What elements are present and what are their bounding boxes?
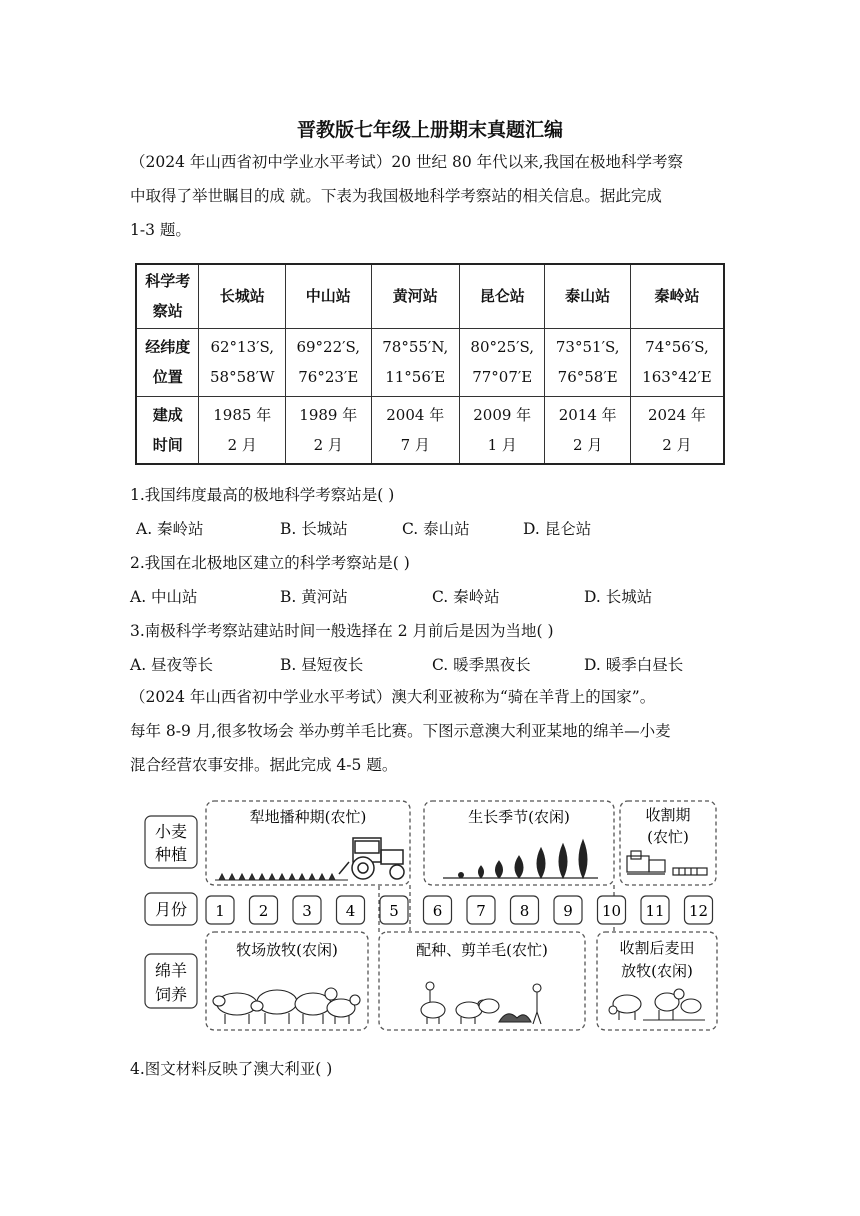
intro-2-line-2: 每年 8-9 月,很多牧场会 举办剪羊毛比赛。下图示意澳大利亚某地的绵羊—小麦 [130,722,671,740]
stubble-grazing-label-2: 放牧(农闲) [621,962,693,980]
seedlings-icon [219,874,335,880]
sheep-flock-icon [213,988,360,1024]
row-head-coords: 经纬度 位置 [136,328,199,396]
station-built: 2024 年 2 月 [630,396,724,464]
station-coords: 78°55′N, 11°56′E [371,328,459,396]
wheat-growth-icon [443,840,598,878]
q3-option-d[interactable]: D. 暖季白昼长 [584,656,684,674]
question-4-stem: 4.图文材料反映了澳大利亚( ) [130,1060,333,1078]
station-built: 1989 年 2 月 [286,396,371,464]
sheep-shearing-label: 配种、剪羊毛(农忙) [416,941,548,959]
q1-option-d[interactable]: D. 昆仑站 [523,520,592,538]
q2-option-d[interactable]: D. 长城站 [584,588,653,606]
label-sheep-2: 饲养 [154,985,188,1004]
station-coords: 74°56′S, 163°42′E [630,328,724,396]
station-built: 2009 年 1 月 [459,396,544,464]
month-label: 1 [215,902,225,920]
wheat-plough-label: 犁地播种期(农忙) [249,808,367,826]
tractor-icon [339,838,404,879]
q2-option-b[interactable]: B. 黄河站 [280,588,348,606]
station-coords: 62°13′S, 58°58′W [199,328,286,396]
question-3-stem: 3.南极科学考察站建站时间一般选择在 2 月前后是因为当地( ) [130,622,554,640]
station-coords: 73°51′S, 76°58′E [545,328,630,396]
station-built: 2014 年 2 月 [545,396,630,464]
station-name: 长城站 [199,264,286,328]
q2-option-a[interactable]: A. 中山站 [130,588,198,606]
month-label: 10 [601,902,622,920]
month-boxes [206,896,713,924]
station-coords: 69°22′S, 76°23′E [286,328,371,396]
q1-option-a[interactable]: A. 秦岭站 [136,520,204,538]
stubble-grazing-label: 收割后麦田 [619,939,695,957]
label-wheat-1: 小麦 [154,822,188,841]
row-head-built: 建成 时间 [136,396,199,464]
row-head-station: 科学考 察站 [136,264,199,328]
intro-2-line-1: （2024 年山西省初中学业水平考试）澳大利亚被称为“骑在羊背上的国家”。 [130,688,656,706]
intro-2-line-3: 混合经营农事安排。据此完成 4-5 题。 [130,756,398,774]
station-built: 2004 年 7 月 [371,396,459,464]
station-name: 泰山站 [545,264,630,328]
month-label: 12 [688,902,709,920]
month-label: 4 [345,902,356,920]
page-title: 晋教版七年级上册期末真题汇编 [296,119,563,141]
shearing-icon [421,982,541,1024]
month-label: 6 [432,902,443,920]
intro-1-line-2: 中取得了举世瞩目的成 就。下表为我国极地科学考察站的相关信息。据此完成 [130,187,662,205]
label-month: 月份 [154,900,188,919]
station-name: 黄河站 [371,264,459,328]
question-1-stem: 1.我国纬度最高的极地科学考察站是( ) [130,486,395,504]
question-2-stem: 2.我国在北极地区建立的科学考察站是( ) [130,554,410,572]
month-label: 9 [563,902,573,920]
month-label: 2 [258,902,269,920]
q3-option-a[interactable]: A. 昼夜等长 [130,656,214,674]
q2-option-c[interactable]: C. 秦岭站 [432,588,500,606]
label-sheep-1: 绵羊 [154,961,188,980]
station-name: 秦岭站 [630,264,724,328]
q1-option-c[interactable]: C. 泰山站 [402,520,470,538]
month-label: 11 [645,902,665,920]
station-name: 中山站 [286,264,371,328]
label-wheat-2: 种植 [154,845,188,864]
wheat-harvest-label-2: (农忙) [647,828,689,846]
month-label: 3 [302,902,312,920]
q1-option-b[interactable]: B. 长城站 [280,520,348,538]
month-label: 7 [476,902,486,920]
q3-option-c[interactable]: C. 暖季黑夜长 [432,656,531,674]
station-table [135,263,725,465]
harvester-icon [627,851,707,875]
q3-option-b[interactable]: B. 昼短夜长 [280,656,364,674]
farming-calendar-figure [143,796,723,1036]
month-label: 5 [389,902,399,920]
stubble-sheep-icon [609,989,705,1020]
intro-1-line-3: 1-3 题。 [130,221,191,239]
station-name: 昆仑站 [459,264,544,328]
wheat-harvest-label: 收割期 [645,806,691,824]
station-built: 1985 年 2 月 [199,396,286,464]
month-label: 8 [519,902,530,920]
sheep-grazing-label: 牧场放牧(农闲) [236,941,338,959]
station-coords: 80°25′S, 77°07′E [459,328,544,396]
wheat-growth-label: 生长季节(农闲) [468,808,570,826]
intro-1-line-1: （2024 年山西省初中学业水平考试）20 世纪 80 年代以来,我国在极地科学考察 [130,153,684,171]
